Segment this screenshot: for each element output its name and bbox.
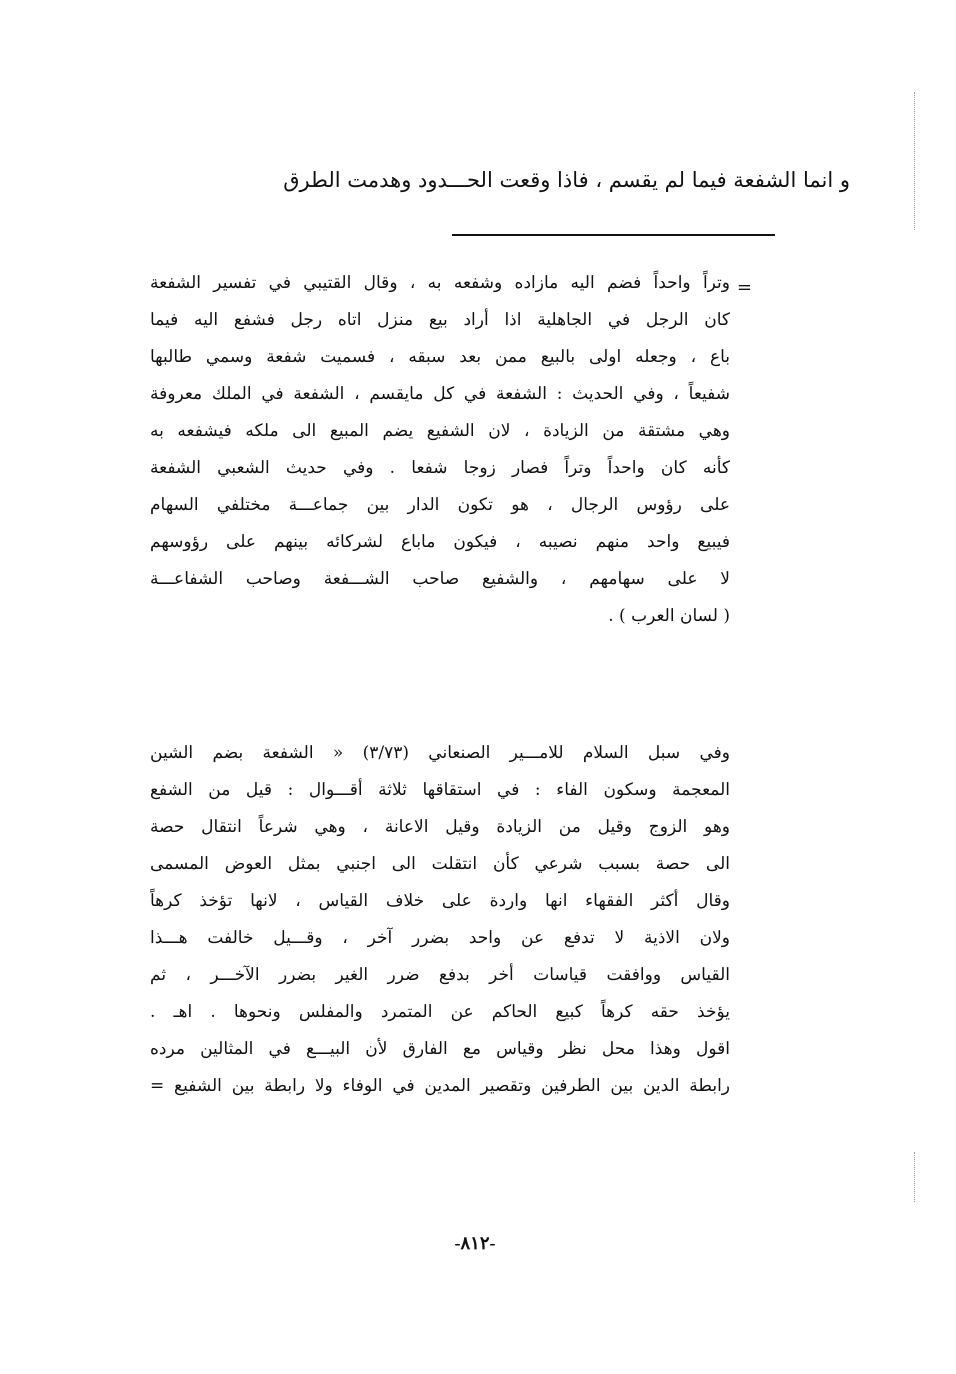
main-text-line: و انما الشفعة فيما لم يقسم ، فاذا وقعت الحـــدود وهدمت الطرق xyxy=(283,168,850,192)
footnote-line: باع ، وجعله اولى بالبيع ممن بعد سبقه ، فسميت شفعة وسمي طالبها xyxy=(150,347,730,367)
footnote-continuation-mark: = xyxy=(736,277,752,298)
footnote-line: ولان الاذية لا تدفع عن واحد بضرر آخر ، وقـــيل خالفت هـــذا xyxy=(150,928,730,948)
footnote-line: لا على سهامهم ، والشفيع صاحب الشـــفعة وصاحب الشفاعـــة xyxy=(150,569,730,589)
footnote-line: شفيعاً ، وفي الحديث : الشفعة في كل مايقسم ، الشفعة في الملك معروفة xyxy=(150,384,730,404)
footnote-line: وفي سبل السلام للامـــير الصنعاني (٣/٧٣) « الشفعة بضم الشين xyxy=(150,743,730,763)
footnote-separator-rule xyxy=(452,234,775,236)
footnote-line: كان الرجل في الجاهلية اذا أراد بيع منزل اتاه رجل فشفع اليه فيما xyxy=(150,310,730,330)
footnote-line: وقال أكثر الفقهاء انها واردة على خلاف القياس ، لانها تؤخذ كرهاً xyxy=(150,891,730,911)
footnote-paragraph-1 xyxy=(150,265,730,635)
footnote-line: فيبيع واحد منهم نصيبه ، فيكون ماباع لشركائه بينهم على رؤوسهم xyxy=(150,532,730,552)
footnote-line: المعجمة وسكون الفاء : في استقاقها ثلاثة أقـــوال : قيل من الشفع xyxy=(150,780,730,800)
margin-dotted-line-bottom xyxy=(914,1152,915,1202)
footnote-line: رابطة الدين بين الطرفين وتقصير المدين في الوفاء ولا رابطة بين الشفيع = xyxy=(150,1076,730,1096)
footnote-line: كأنه كان واحداً وتراً فصار زوجا شفعا . وفي حديث الشعبي الشفعة xyxy=(150,458,730,478)
footnote-line: وتراً واحداً فضم اليه مازاده وشفعه به ، وقال القتيبي في تفسير الشفعة xyxy=(150,273,730,293)
margin-dotted-line-top xyxy=(914,92,915,230)
page-number: -٨١٢- xyxy=(454,1233,496,1253)
footnote-line: على رؤوس الرجال ، هو تكون الدار بين جماعـــة مختلفي السهام xyxy=(150,495,730,515)
footnote-line: وهي مشتقة من الزيادة ، لان الشفيع يضم المبيع الى ملكه فيشفعه به xyxy=(150,421,730,441)
footnote-line: الى حصة بسبب شرعي كأن انتقلت الى اجنبي بمثل العوض المسمى xyxy=(150,854,730,874)
footnote-paragraph-2 xyxy=(150,735,730,1105)
footnote-line: يؤخذ حقه كرهاً كبيع الحاكم عن المتمرد والمفلس ونحوها . اهـ . xyxy=(150,1002,730,1022)
footnote-line: اقول وهذا محل نظر وقياس مع الفارق لأن البيـــع في المثالين مرده xyxy=(150,1039,730,1059)
footnote-line: وهو الزوج وقيل من الزيادة وقيل الاعانة ، وهي شرعاً انتقال حصة xyxy=(150,817,730,837)
footnote-citation-line: ( لسان العرب ) . xyxy=(608,606,730,626)
footnote-line: القياس ووافقت قياسات أخر بدفع ضرر الغير بضرر الآخـــر ، ثم xyxy=(150,965,730,985)
